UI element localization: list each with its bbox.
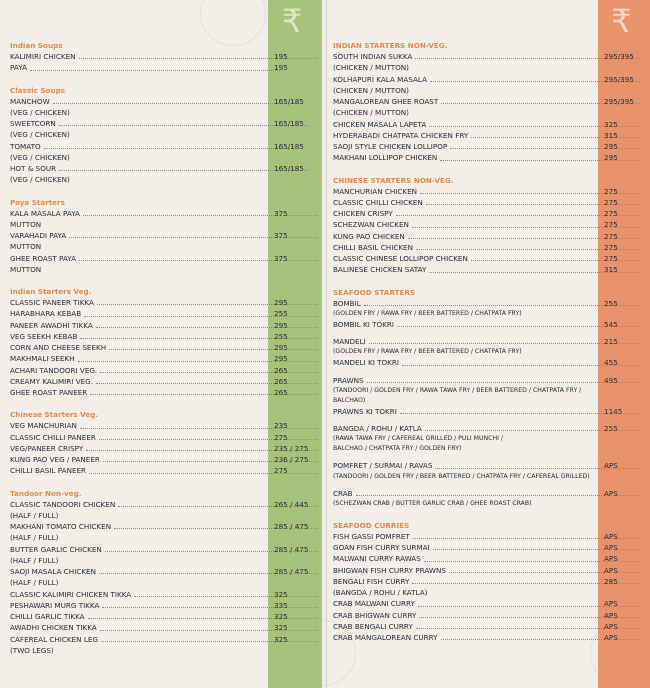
- item-name: PAYA: [10, 63, 27, 73]
- menu-item: [10, 353, 318, 364]
- menu-column-right: [333, 40, 645, 643]
- section-heading: SEAFOOD CURRIES: [333, 520, 410, 530]
- menu-item: [10, 365, 318, 376]
- section-gap: [10, 398, 318, 409]
- item-options: BALCHAO): [333, 396, 366, 404]
- menu-item: [10, 376, 318, 387]
- menu-item: [10, 308, 318, 319]
- menu-item: [10, 544, 318, 555]
- item-price: 255: [274, 331, 288, 341]
- rupee-icon: ₹: [282, 2, 303, 40]
- item-name: GHEE ROAST PAYA: [10, 253, 77, 263]
- item-price: 275: [604, 220, 618, 230]
- item-price: 285 / 475: [274, 522, 309, 531]
- item-price: 275: [274, 432, 288, 442]
- menu-item: [333, 253, 645, 264]
- item-price: 265: [274, 365, 288, 375]
- menu-item: [10, 320, 318, 331]
- item-name: (TWO LEGS): [10, 645, 54, 655]
- item-price: 295: [274, 354, 288, 364]
- column-divider: [326, 0, 327, 688]
- dot-leader: [53, 96, 303, 104]
- menu-item: [10, 152, 318, 163]
- menu-item: [333, 62, 645, 73]
- item-price: 375: [274, 208, 288, 218]
- menu-item: [10, 129, 318, 140]
- menu-item: [10, 634, 318, 645]
- item-name: CRAB BHIGWAN CURRY: [333, 610, 417, 620]
- item-price: 275: [604, 242, 618, 252]
- menu-item: [10, 555, 318, 566]
- dot-leader: [356, 488, 642, 496]
- item-price: 275: [604, 186, 618, 196]
- item-name: CHILLI BASIL PANEER: [10, 466, 87, 476]
- menu-item: [333, 460, 645, 471]
- menu-item: [10, 174, 318, 185]
- item-name: CORN AND CHEESE SEEKH: [10, 343, 107, 352]
- item-name: GHEE ROAST PANEER: [10, 388, 88, 397]
- item-name: BOMBIL: [333, 298, 361, 308]
- item-name: (CHICKEN / MUTTON): [333, 63, 409, 73]
- item-name: CLASSIC TANDOORI CHICKEN: [10, 499, 116, 509]
- menu-item: [333, 298, 645, 309]
- item-price: APS: [604, 610, 618, 620]
- item-price: APS: [604, 633, 618, 642]
- menu-item: [10, 510, 318, 521]
- section-heading: Tandoor Non-veg.: [10, 488, 82, 498]
- item-name: KOLHAPURI KALA MASALA: [333, 74, 427, 84]
- menu-item: [10, 465, 318, 476]
- item-name: CLASSIC KALIMIRI CHICKEN TIKKA: [10, 589, 132, 599]
- item-name: (HALF / FULL): [10, 533, 59, 543]
- menu-item: [333, 488, 645, 499]
- item-name: CAFEREAL CHICKEN LEG: [10, 634, 98, 644]
- item-price: 375: [274, 253, 288, 263]
- item-name: KUNG PAO CHICKEN: [333, 231, 405, 241]
- item-name: PRAWNS KI TOKRI: [333, 406, 397, 416]
- item-options: (GOLDEN FRY / RAWA FRY / BEER BATTERED / CHATPATA FRY): [333, 309, 522, 317]
- section-gap: [10, 275, 318, 286]
- item-price: 285: [604, 576, 618, 586]
- item-name: AWADHI CHICKEN TIKKA: [10, 623, 97, 633]
- dot-leader: [134, 589, 318, 597]
- menu-item: [10, 241, 318, 252]
- item-name: BOMBIL KI TOKRI: [333, 319, 394, 329]
- dot-leader: [369, 336, 642, 344]
- item-name: MANCHOW: [10, 96, 50, 106]
- dot-leader: [364, 298, 642, 306]
- item-name: BANGDA / ROHU / KATLA: [333, 424, 422, 433]
- item-name: HYDERABADI CHATPATA CHICKEN FRY: [333, 130, 469, 140]
- item-price: 235: [274, 421, 288, 431]
- menu-item: [10, 230, 318, 241]
- menu-item: [10, 51, 318, 62]
- item-name: MAKHMALI SEEKH: [10, 354, 75, 364]
- section-gap: [10, 477, 318, 488]
- item-options: BALCHAO / CHATPATA FRY / GOLDEN FRY): [333, 445, 462, 453]
- menu-item: [10, 107, 318, 118]
- item-price: 455: [604, 358, 618, 368]
- item-name: MALWANI CURRY RAWAS: [333, 554, 421, 564]
- menu-item: [333, 336, 645, 347]
- section-heading: Chinese Starters Veg.: [10, 410, 99, 420]
- menu-item: [333, 610, 645, 621]
- item-name: HOT & SOUR: [10, 164, 57, 173]
- item-price: APS: [604, 621, 618, 631]
- item-name: SAOJI STYLE CHICKEN LOLLIPOP: [333, 142, 448, 151]
- menu-item: [10, 532, 318, 543]
- menu-item: [333, 423, 645, 434]
- item-name: VEG/PANEER CRISPY: [10, 443, 84, 453]
- item-name: KALIMIRI CHICKEN: [10, 52, 76, 61]
- section-heading: Indian Soups: [10, 41, 63, 50]
- menu-item: [10, 96, 318, 107]
- item-name: (HALF / FULL): [10, 510, 59, 520]
- menu-item: [10, 566, 318, 577]
- item-name: SOUTH INDIAN SUKKA: [333, 52, 413, 61]
- item-name: SCHEZWAN CHICKEN: [333, 220, 409, 230]
- item-name: CHILLI GARLIC TIKKA: [10, 612, 85, 621]
- item-price: 255: [604, 298, 618, 308]
- menu-item: [333, 587, 645, 598]
- menu-item: [333, 74, 645, 85]
- menu-item: [10, 141, 318, 152]
- menu-item: [10, 420, 318, 431]
- item-name: MANDELI KI TOKRI: [333, 358, 399, 368]
- item-price: 315: [604, 130, 618, 140]
- section-gap: [10, 74, 318, 85]
- menu-item: [10, 432, 318, 443]
- menu-item: [333, 565, 645, 576]
- item-price: 1145: [604, 406, 623, 416]
- section-gap: [333, 164, 645, 175]
- menu-item: [10, 62, 318, 73]
- item-price: 495: [604, 375, 618, 385]
- item-name: (VEG / CHICKEN): [10, 152, 70, 162]
- item-name: MANCHURIAN CHICKEN: [333, 186, 418, 196]
- menu-item: [333, 186, 645, 197]
- item-name: (VEG / CHICKEN): [10, 130, 70, 140]
- item-price: 215: [604, 337, 618, 346]
- item-name: BUTTER GARLIC CHICKEN: [10, 544, 102, 554]
- item-price: 285 / 475: [274, 544, 309, 554]
- menu-item: [10, 577, 318, 588]
- section-heading: CHINESE STARTERS NON-VEG.: [333, 175, 454, 185]
- item-name: PANEER AWADHI TIKKA: [10, 320, 93, 330]
- item-options: (TANDOORI / GOLDEN FRY / BEER BATTERED / CHATPATA FRY / CAFEREAL GRILLED): [333, 472, 590, 480]
- section-gap: [10, 186, 318, 197]
- item-name: MUTTON: [10, 219, 42, 229]
- item-price: 195: [274, 52, 288, 61]
- section-heading: SEAFOOD STARTERS: [333, 287, 416, 297]
- item-name: PESHAWARI MURG TIKKA: [10, 600, 100, 610]
- item-price: 275: [274, 466, 288, 476]
- item-name: VARAHADI PAYA: [10, 231, 67, 240]
- item-price: 295: [274, 298, 288, 307]
- item-price: 295: [604, 153, 618, 163]
- section-heading: INDIAN STARTERS NON-VEG.: [333, 41, 448, 50]
- item-price: 265: [274, 376, 288, 386]
- item-price: 335: [274, 600, 288, 610]
- item-price: 325: [604, 119, 618, 129]
- item-price: 165/185: [274, 119, 304, 128]
- item-name: TOMATO: [10, 141, 41, 151]
- item-name: MANDELI: [333, 337, 366, 346]
- menu-item: [333, 152, 645, 163]
- item-name: CLASSIC CHINESE LOLLIPOP CHICKEN: [333, 254, 468, 263]
- item-price: 375: [274, 231, 288, 240]
- menu-item: [10, 342, 318, 353]
- item-name: ACHARI TANDOORI VEG.: [10, 365, 98, 375]
- menu-column-left: [10, 40, 318, 656]
- menu-item: [10, 219, 318, 230]
- item-name: FISH GASSI POMFRET: [333, 531, 410, 541]
- item-options: (RAWA TAWA FRY / CAFEREAL GRILLED / PULI MUNCHI /: [333, 435, 503, 443]
- dot-leader: [44, 141, 294, 149]
- item-price: 255: [604, 424, 618, 433]
- item-price: 165/185: [274, 164, 304, 173]
- item-price: 325: [274, 623, 288, 633]
- item-price: 315: [604, 265, 618, 275]
- item-name: CRAB MANGALOREAN CURRY: [333, 633, 438, 642]
- item-name: GOAN FISH CURRY SURMAI: [333, 543, 430, 552]
- item-name: KUNG PAO VEG / PANEER: [10, 455, 100, 464]
- menu-item: [10, 521, 318, 532]
- item-name: CHICKEN MASALA LAPETA: [333, 119, 427, 129]
- item-price: 295/395: [604, 97, 634, 106]
- item-name: (HALF / FULL): [10, 578, 59, 588]
- item-name: SAOJI MASALA CHICKEN: [10, 567, 96, 576]
- item-name: CRAB BENGALI CURRY: [333, 621, 413, 631]
- menu-item: [10, 600, 318, 611]
- item-price: 255: [274, 309, 288, 319]
- item-name: MAKHANI LOLLIPOP CHICKEN: [333, 153, 438, 163]
- menu-item: [10, 208, 318, 219]
- item-price: 275: [604, 197, 618, 207]
- item-price: 545: [604, 319, 618, 329]
- section-gap: [333, 276, 645, 287]
- item-name: CRAB: [333, 488, 353, 498]
- menu-item: [333, 85, 645, 96]
- section-gap: [333, 509, 645, 520]
- menu-item: [10, 443, 318, 454]
- menu-item: [333, 598, 645, 609]
- menu-item: [10, 163, 318, 174]
- item-name: HARABHARA KEBAB: [10, 309, 82, 319]
- item-price: APS: [604, 565, 618, 575]
- section-heading: Paya Starters: [10, 197, 65, 207]
- menu-item: [333, 319, 645, 330]
- item-name: SWEETCORN: [10, 119, 56, 128]
- menu-item: [10, 297, 318, 308]
- menu-item: [333, 242, 645, 253]
- item-name: VEG MANCHURIAN: [10, 421, 77, 431]
- item-name: CHICKEN CRISPY: [333, 209, 393, 218]
- menu-item: [333, 107, 645, 118]
- item-name: MUTTON: [10, 242, 42, 252]
- item-price: APS: [604, 543, 618, 552]
- menu-item: [333, 264, 645, 275]
- item-name: MUTTON: [10, 264, 42, 274]
- item-price: 236 / 275: [274, 455, 309, 464]
- menu-item: [333, 96, 645, 107]
- item-name: PRAWNS: [333, 375, 364, 385]
- menu-item: [10, 331, 318, 342]
- section-heading: Classic Soups: [10, 85, 66, 95]
- menu-item: [333, 632, 645, 643]
- item-price: APS: [604, 599, 618, 609]
- menu-item: [10, 499, 318, 510]
- item-name: (BANGDA / ROHU / KATLA): [333, 588, 428, 597]
- menu-item: [333, 553, 645, 564]
- menu-item: [333, 576, 645, 587]
- dot-leader: [30, 62, 280, 70]
- menu-item: [10, 611, 318, 622]
- item-name: (HALF / FULL): [10, 555, 59, 565]
- item-price: 275: [604, 254, 618, 263]
- item-price: 295: [274, 343, 288, 352]
- section-heading: Indian Starters Veg.: [10, 287, 92, 296]
- menu-item: [333, 406, 645, 417]
- item-price: 325: [274, 612, 288, 621]
- menu-item: [333, 119, 645, 130]
- dot-leader: [59, 163, 309, 171]
- rupee-icon: ₹: [611, 2, 632, 40]
- item-options: (GOLDEN FRY / RAWA FRY / BEER BATTERED / CHATPATA FRY): [333, 348, 522, 356]
- item-name: CLASSIC CHILLI CHICKEN: [333, 197, 423, 207]
- item-price: 195: [274, 63, 288, 73]
- menu-item: [333, 130, 645, 141]
- item-price: APS: [604, 531, 618, 541]
- item-name: (VEG / CHICKEN): [10, 175, 70, 185]
- item-name: VEG SEEKH KEBAB: [10, 331, 78, 341]
- item-name: CHILLI BASIL CHICKEN: [333, 242, 413, 252]
- item-name: (CHICKEN / MUTTON): [333, 85, 409, 95]
- menu-item: [10, 118, 318, 129]
- menu-item: [333, 51, 645, 62]
- item-price: 275: [604, 209, 618, 218]
- menu-item: [333, 357, 645, 368]
- item-name: (CHICKEN / MUTTON): [333, 108, 409, 118]
- item-price: 325: [274, 589, 288, 599]
- item-name: BALINESE CHICKEN SATAY: [333, 265, 427, 275]
- menu-item: [10, 645, 318, 656]
- item-price: APS: [604, 488, 618, 498]
- menu-item: [10, 387, 318, 398]
- item-name: CRAB MALWANI CURRY: [333, 599, 415, 609]
- item-price: 235 / 275: [274, 443, 309, 453]
- item-price: 325: [274, 634, 288, 644]
- item-price: 165/185: [274, 96, 304, 106]
- item-price: 165/185: [274, 141, 304, 151]
- menu-item: [10, 454, 318, 465]
- dot-leader: [59, 118, 309, 126]
- menu-item: [10, 622, 318, 633]
- item-name: CLASSIC PANEER TIKKA: [10, 298, 94, 307]
- item-price: 265: [274, 388, 288, 397]
- item-price: 295/395: [604, 52, 634, 61]
- item-name: CREAMY KALIMIRI VEG.: [10, 376, 94, 386]
- item-price: 275: [604, 231, 618, 241]
- menu-item: [10, 253, 318, 264]
- dot-leader: [367, 375, 642, 383]
- item-price: 285 / 475: [274, 567, 309, 576]
- menu-item: [333, 208, 645, 219]
- item-price: APS: [604, 461, 618, 471]
- menu-item: [333, 621, 645, 632]
- menu-item: [333, 141, 645, 152]
- item-price: 295/395: [604, 74, 634, 84]
- item-options: (TANDOORI / GOLDEN FRY / RAWA TAWA FRY / BEER BATTERED / CHATPATA FRY /: [333, 386, 582, 394]
- item-options: (SCHEZWAN CRAB / BUTTER GARLIC CRAB / GHEE ROAST CRAB): [333, 499, 532, 507]
- menu-item: [10, 264, 318, 275]
- item-price: 265 / 445: [274, 499, 309, 509]
- item-price: 295: [274, 320, 288, 330]
- item-name: CLASSIC CHILLI PANEER: [10, 432, 96, 442]
- menu-item: [10, 589, 318, 600]
- item-price: 295: [604, 142, 618, 151]
- item-name: POMFRET / SURMAI / RAVAS: [333, 461, 433, 471]
- item-name: MAKHANI TOMATO CHICKEN: [10, 522, 112, 531]
- menu-item: [333, 531, 645, 542]
- menu-item: [333, 197, 645, 208]
- menu-item: [333, 231, 645, 242]
- item-name: (VEG / CHICKEN): [10, 107, 70, 117]
- menu-item: [333, 542, 645, 553]
- menu-item: [333, 219, 645, 230]
- menu-item: [333, 375, 645, 386]
- item-name: BENGALI FISH CURRY: [333, 576, 410, 586]
- item-name: BHIGWAN FISH CURRY PRAWNS: [333, 565, 446, 575]
- item-name: MANGALOREAN GHEE ROAST: [333, 97, 439, 106]
- item-price: APS: [604, 554, 618, 564]
- item-name: KALA MASALA PAYA: [10, 208, 80, 218]
